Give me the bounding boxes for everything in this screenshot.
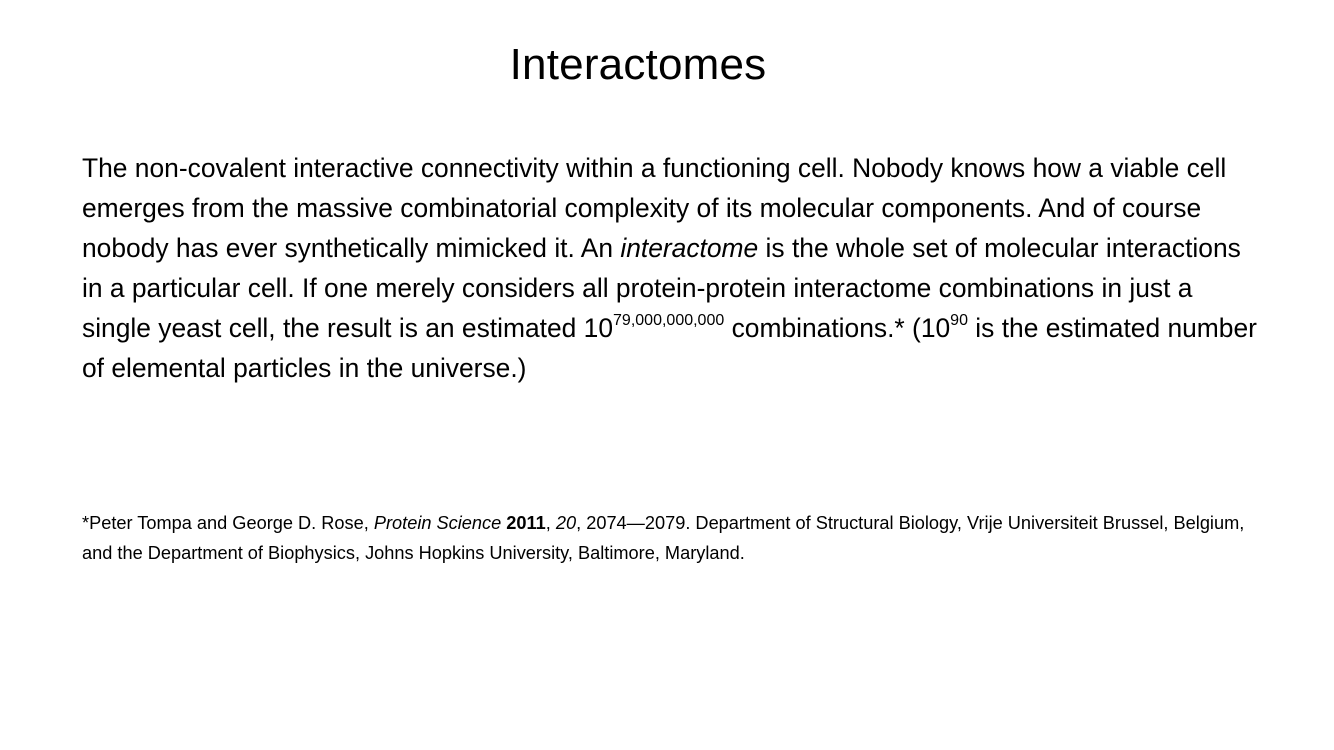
combinations-base: 10 (583, 313, 614, 343)
body-sentence-2: is the whole set of molecular interactions in a particular cell. If one merely considers all protein-protein interactome combinations in just a single yeast cell, the result is an estimated (82, 233, 1241, 343)
footnote-journal: Protein Science (373, 513, 502, 533)
footnote-comma: , (545, 513, 556, 533)
slide-body-text (82, 148, 1262, 388)
particles-base: 10 (920, 313, 951, 343)
footnote-rest: , 2074—2079. Department of Structural Biology, Vrije Universiteit Brussel, Belgium, and the Department of Biophysics, Johns Hopkins University, Baltimore, Maryland. (82, 513, 1245, 563)
interactome-term: interactome (620, 233, 759, 263)
particles-exponent: 90 (950, 312, 968, 330)
footnote-authors: *Peter Tompa and George D. Rose, (82, 513, 374, 533)
slide-title: Interactomes (509, 40, 767, 89)
combinations-exponent: 79,000,000,000 (613, 312, 725, 330)
footnote-volume: 20 (555, 513, 577, 533)
footnote-citation (82, 508, 1262, 568)
footnote-year: 2011 (506, 513, 546, 533)
body-sentence-1: The non-covalent interactive connectivity within a functioning cell. Nobody knows how a viable cell emerges from the massive combinatorial complexity of its molecular components. And of course nobody has ever synthetically mimicked it. An (82, 153, 1227, 263)
body-sentence-3: combinations.* ( (724, 313, 921, 343)
body-sentence-4: is the estimated number of elemental particles in the universe.) (82, 313, 1257, 383)
